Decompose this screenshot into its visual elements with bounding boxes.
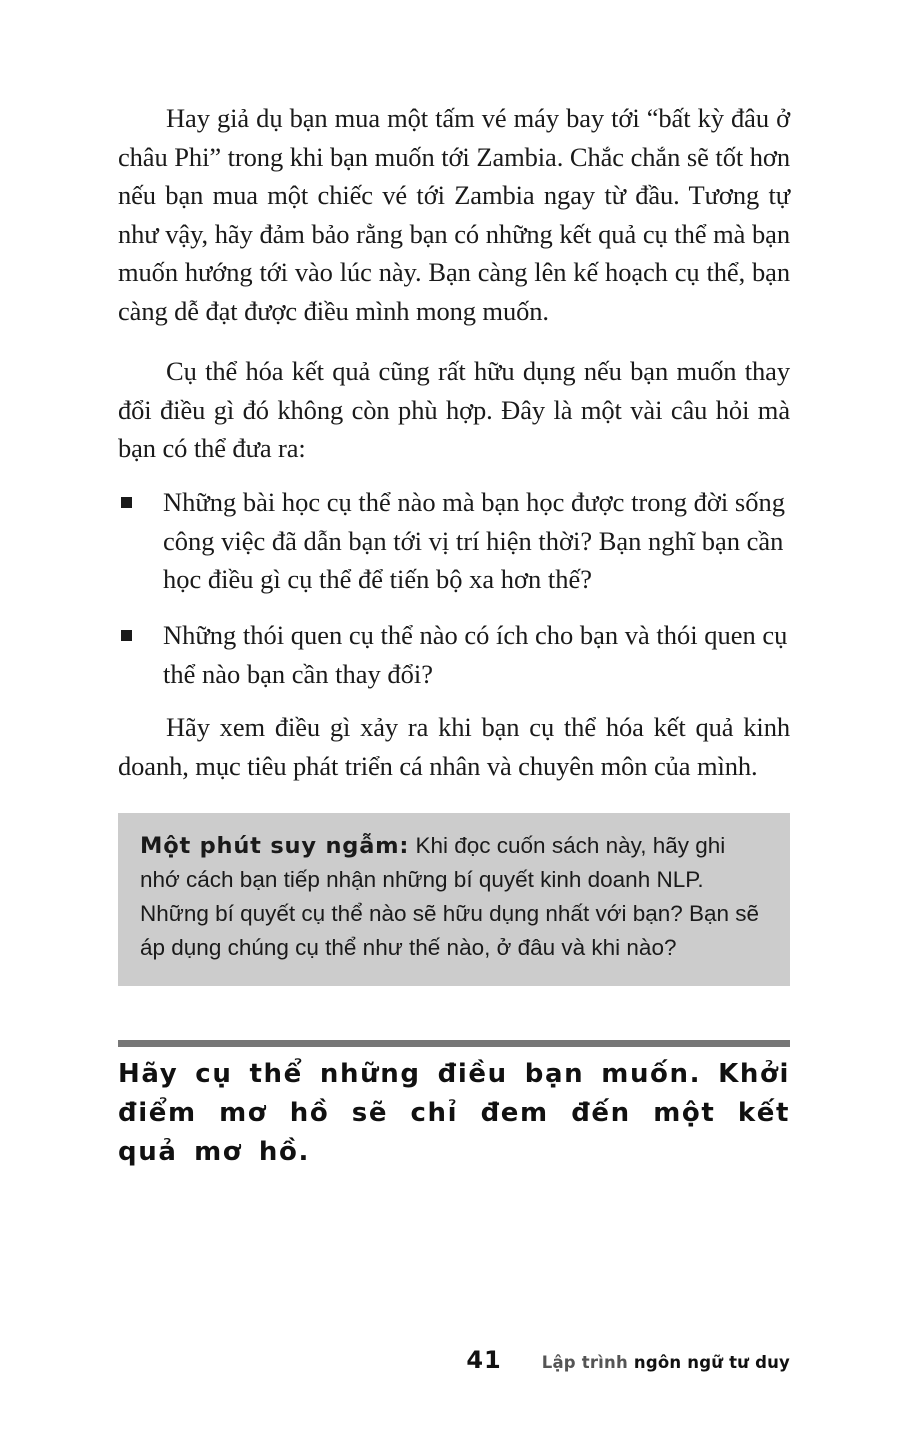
running-title-part-2: ngôn ngữ tư duy — [627, 1353, 790, 1372]
page-number: 41 — [466, 1346, 502, 1374]
running-title-part-1: Lập trình — [541, 1353, 628, 1372]
reflection-callout-box — [118, 813, 790, 986]
pull-quote: Hãy cụ thể những điều bạn muốn. Khởi điểm mơ hồ sẽ chỉ đem đến một kết quả mơ hồ. — [118, 1059, 790, 1167]
body-paragraph-1: Hay giả dụ bạn mua một tấm vé máy bay tới “bất kỳ đâu ở châu Phi” trong khi bạn muốn tới Zambia. Chắc chắn sẽ tốt hơn nếu bạn mua một chiếc vé tới Zambia ngay từ đầu. Tương tự như vậy, hãy đảm bảo rằng bạn có những kết quả cụ thể mà bạn muốn hướng tới vào lúc này. Bạn càng lên kế hoạch cụ thể, bạn càng dễ đạt được điều mình mong muốn. — [118, 103, 790, 326]
square-bullet-icon — [121, 497, 132, 508]
callout-text: Khi đọc cuốn sách này, hãy ghi nhớ cách bạn tiếp nhận những bí quyết kinh doanh NLP. Những bí quyết cụ thể nào sẽ hữu dụng nhất với bạn? Bạn sẽ áp dụng chúng cụ thể như thế nào, ở đâu và khi nào? — [140, 833, 760, 960]
pull-quote-divider — [118, 1040, 790, 1047]
square-bullet-icon — [121, 630, 132, 641]
bullet-text: Những bài học cụ thể nào mà bạn học được trong đời sống công việc đã dẫn bạn tới vị trí hiện thời? Bạn nghĩ bạn cần học điều gì cụ thể để tiến bộ xa hơn thế? — [163, 487, 785, 594]
callout-label: Một phút suy ngẫm: — [140, 833, 410, 859]
body-paragraph-3: Hãy xem điều gì xảy ra khi bạn cụ thể hóa kết quả kinh doanh, mục tiêu phát triển cá nhân và chuyên môn của mình. — [118, 712, 790, 781]
running-title — [542, 1353, 790, 1372]
bullet-text: Những thói quen cụ thể nào có ích cho bạn và thói quen cụ thể nào bạn cần thay đổi? — [163, 620, 788, 689]
page-footer — [466, 1346, 790, 1382]
body-paragraph-2: Cụ thể hóa kết quả cũng rất hữu dụng nếu bạn muốn thay đổi điều gì đó không còn phù hợp. Đây là một vài câu hỏi mà bạn có thể đưa ra: — [118, 356, 790, 463]
